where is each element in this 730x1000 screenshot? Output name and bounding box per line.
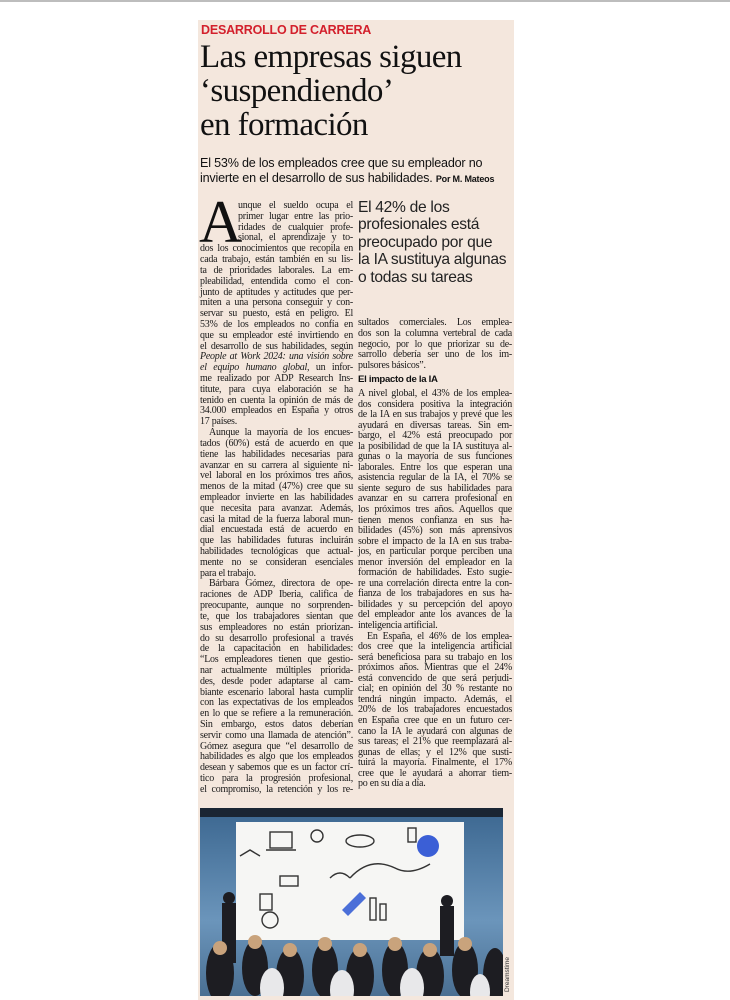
text-segment: Gómez asegura que “el desarrollo de	[200, 740, 353, 752]
text-segment: con las expectativas de los empleados	[200, 697, 353, 709]
text-segment: negocio, por lo que priorizar su de-	[358, 338, 512, 350]
pull-quote-line: El 42% de los	[358, 199, 450, 216]
headline-line: en formación	[200, 107, 368, 143]
text-segment: Sin embargo, estos datos deberían	[200, 719, 353, 730]
text-segment: po en su día a día.	[358, 778, 426, 790]
article-photo-conference	[200, 808, 503, 996]
text-segment: te, que los trabajadores sientan que	[200, 610, 353, 622]
text-segment: servar su puesto, está en peligro. El	[200, 308, 353, 320]
text-segment: tenido en cuenta la opinión de más de	[200, 394, 353, 406]
text-segment: sus tareas; el 21% que reemplazará al-	[358, 736, 512, 748]
text-segment: dial encuestada está de acuerdo en	[200, 524, 353, 536]
text-segment: tuirá la mayoría. Finalmente, el 17%	[358, 757, 512, 769]
text-segment: avanzar en su carrera al siguiente ni-	[200, 459, 353, 471]
text-segment: pulsores básicos”.	[358, 360, 426, 372]
text-segment: ta de prioridades laborales. La em-	[200, 264, 353, 276]
subhead-line: El 53% de los empleados cree que su empleador no	[200, 156, 483, 170]
pull-quote	[358, 199, 513, 286]
subhead	[200, 156, 512, 187]
text-segment: “Los empleadores tienen que gestio-	[200, 654, 353, 666]
text-segment: la posibilidad de que la IA sustituya al-	[358, 440, 512, 452]
text-segment: tico para la progresión profesional,	[200, 773, 353, 785]
text-segment: bargo, el 42% está preocupado por	[358, 430, 512, 442]
text-segment: será beneficiosa para su trabajo en los	[358, 651, 512, 663]
text-segment: dos los conocimientos que recopila en	[200, 243, 353, 255]
text-segment: re una correlación directa entre la con-	[358, 577, 512, 589]
text-segment: el compromiso, la retención y los re-	[200, 783, 353, 795]
italic-title: el equipo humano global	[200, 362, 307, 374]
text-segment: primer lugar entre las prio-	[238, 210, 353, 222]
text-segment: que su empleador esté invirtiendo en	[200, 329, 353, 341]
text-segment: el desarrollo de sus habilidades, según	[200, 340, 353, 352]
body-column-2-bottom	[358, 389, 512, 790]
text-segment: en lo que se refiere a la remuneración.	[200, 708, 353, 720]
text-line	[358, 779, 512, 790]
text-segment: preocupante, aunque no sorprenden-	[200, 600, 353, 612]
text-segment: que las habilidades futuras incluirán	[200, 535, 353, 547]
text-segment: 34.000 empleados en España y otros	[200, 405, 353, 417]
text-segment: junto de aptitudes y actitudes que per-	[200, 286, 353, 298]
text-segment: ayudará en diversas tareas. Sin em-	[358, 419, 512, 431]
text-segment: sobre el impacto de la IA en sus traba-	[358, 535, 512, 547]
text-segment: laborales. Entre los que esperan una	[358, 461, 512, 473]
text-segment: habilidades es algo que los empleados	[200, 751, 353, 763]
text-segment: Aunque la mayoría de los encues-	[209, 427, 353, 439]
text-segment: raciones de ADP Iberia, califica de	[200, 589, 353, 601]
text-segment: pleabilidad, entendida como el con-	[200, 275, 353, 287]
text-segment: menor inversión del empleador en la	[358, 556, 512, 568]
text-segment: dos cree que la inteligencia artificial	[358, 641, 512, 653]
body-column-1	[200, 201, 353, 796]
subhead-line: invierte en el desarrollo de sus habilidades.	[200, 171, 433, 185]
headline	[200, 40, 512, 142]
drop-cap: A	[199, 189, 243, 255]
photo-credit: Dreamstime	[504, 956, 511, 992]
text-segment: avanzar en su carrera profesional en	[358, 493, 512, 505]
text-segment: gunas o la mayoría de sus funciones	[358, 451, 512, 463]
text-segment: casi la mitad de la fuerza laboral mun-	[200, 513, 353, 525]
text-segment: dos son la columna vertebral de cada	[358, 327, 512, 339]
text-segment: jos, en particular porque perciben una	[358, 546, 512, 558]
text-segment: 20% de los trabajadores encuestados	[358, 704, 512, 716]
text-segment: sultados comerciales. Los emplea-	[358, 317, 512, 328]
text-segment: bilidades y su percepción del apoyo	[358, 598, 512, 610]
text-segment: tienen menos confianza en sus ha-	[358, 514, 512, 526]
text-segment: habilidades tecnológicas que actual-	[200, 546, 353, 557]
text-segment: des, desde poder adaptarse al cam-	[200, 675, 353, 687]
text-segment: inteligencia artificial.	[358, 620, 438, 632]
text-segment: tiene las habilidades necesarias para	[200, 448, 353, 460]
text-segment: 17 países.	[200, 416, 237, 428]
text-segment: del empleador ante los avances de la	[358, 609, 512, 621]
text-segment: menos de la mitad (47%) cree que su	[200, 481, 353, 493]
text-segment: titute, para cuya elaboración se ha	[200, 383, 353, 395]
text-segment: dos considera positiva la integración	[358, 398, 512, 410]
text-segment: sus empleadores no están priorizan-	[200, 621, 353, 633]
text-segment: me realizado por ADP Research Ins-	[200, 373, 353, 384]
text-segment: bilidades (45%) son más aprensivos	[358, 525, 512, 537]
headline-line: Las empresas siguen	[200, 39, 462, 75]
page-top-border	[0, 0, 730, 2]
body-column-2-top	[358, 318, 512, 372]
text-segment: miten a una persona conseguir y con-	[200, 297, 353, 309]
text-segment: para el trabajo.	[200, 567, 256, 579]
text-segment: tados (60%) está de acuerdo en que	[200, 437, 353, 449]
text-segment: cano la IA le ayudará con algunas de	[358, 725, 512, 737]
pull-quote-line: profesionales está	[358, 216, 480, 234]
text-segment: los próximos tres años. Aquellos que	[358, 504, 512, 516]
text-segment: asistencia regular de la IA, el 70% se	[358, 472, 512, 484]
text-segment: de la capacitación en habilidades:	[200, 643, 353, 655]
text-segment: vel laboral en los próximos tres años,	[200, 470, 353, 482]
text-segment: próximos años. Mientras que el 24%	[358, 662, 512, 674]
text-segment: cree que le ayudará a ahorrar tiem-	[358, 767, 512, 779]
pull-quote-line: o todas su tareas	[358, 268, 473, 286]
text-segment: de la IA en sus trabajos y prevé que les	[358, 409, 512, 421]
text-segment: sional, el aprendizaje y to-	[238, 232, 353, 244]
text-segment: nar actualmente múltiples priorida-	[200, 664, 353, 676]
text-segment: sarrollo debería ser uno de los im-	[358, 349, 512, 361]
byline: Por M. Mateos	[435, 174, 495, 184]
text-segment: En España, el 46% de los emplea-	[367, 630, 512, 642]
text-segment: biante escenario laboral hasta cumplir	[200, 686, 353, 698]
text-segment: servir como una llamada de atención”.	[200, 729, 353, 741]
headline-line: ‘suspendiendo’	[200, 73, 394, 109]
text-line	[358, 361, 512, 372]
pull-quote-line: la IA sustituya algunas	[358, 251, 507, 269]
text-line	[200, 785, 353, 796]
section-tag: DESARROLLO DE CARRERA	[201, 23, 372, 37]
photo-illustration	[200, 808, 503, 996]
text-segment: A nivel global, el 43% de los emplea-	[358, 388, 512, 399]
subsection-heading: El impacto de la IA	[358, 374, 438, 385]
text-segment: cial; en opinión del 30 % restante no	[358, 683, 512, 695]
text-segment: do su desarrollo profesional a través	[200, 632, 353, 644]
text-segment: que necesita para avanzar. Además,	[200, 502, 353, 514]
text-segment: ridades de cualquier profe-	[238, 221, 353, 233]
text-segment: , un infor-	[306, 362, 353, 374]
text-segment: gunas de ellas; y el 12% que susti-	[358, 746, 512, 758]
pull-quote-line: preocupado por que	[358, 233, 493, 251]
text-segment: Bárbara Gómez, directora de ope-	[209, 578, 353, 590]
italic-title: People at Work 2024: una visión sobre	[200, 351, 353, 363]
text-segment: formación de habilidades. Esto sugie-	[358, 567, 512, 579]
text-segment: desean y sabemos que es un factor crí-	[200, 762, 353, 774]
text-segment: está convencido de que será perjudi-	[358, 672, 512, 684]
text-segment: unque el sueldo ocupa el	[238, 200, 353, 211]
text-segment: siente seguro de sus habilidades para	[358, 482, 512, 494]
text-segment: tendrá ningún impacto. Además, el	[358, 693, 512, 705]
text-segment: 53% de los empleados no confía en	[200, 318, 353, 330]
text-segment: cada trabajo, están también en su lis-	[200, 254, 353, 266]
text-segment: en España cree que en un futuro cer-	[358, 714, 512, 726]
text-segment: empleador invierte en las habilidades	[200, 491, 353, 503]
text-segment: fianza de los trabajadores en sus ha-	[358, 588, 512, 600]
text-segment: mente no se consideran esenciales	[200, 556, 353, 568]
